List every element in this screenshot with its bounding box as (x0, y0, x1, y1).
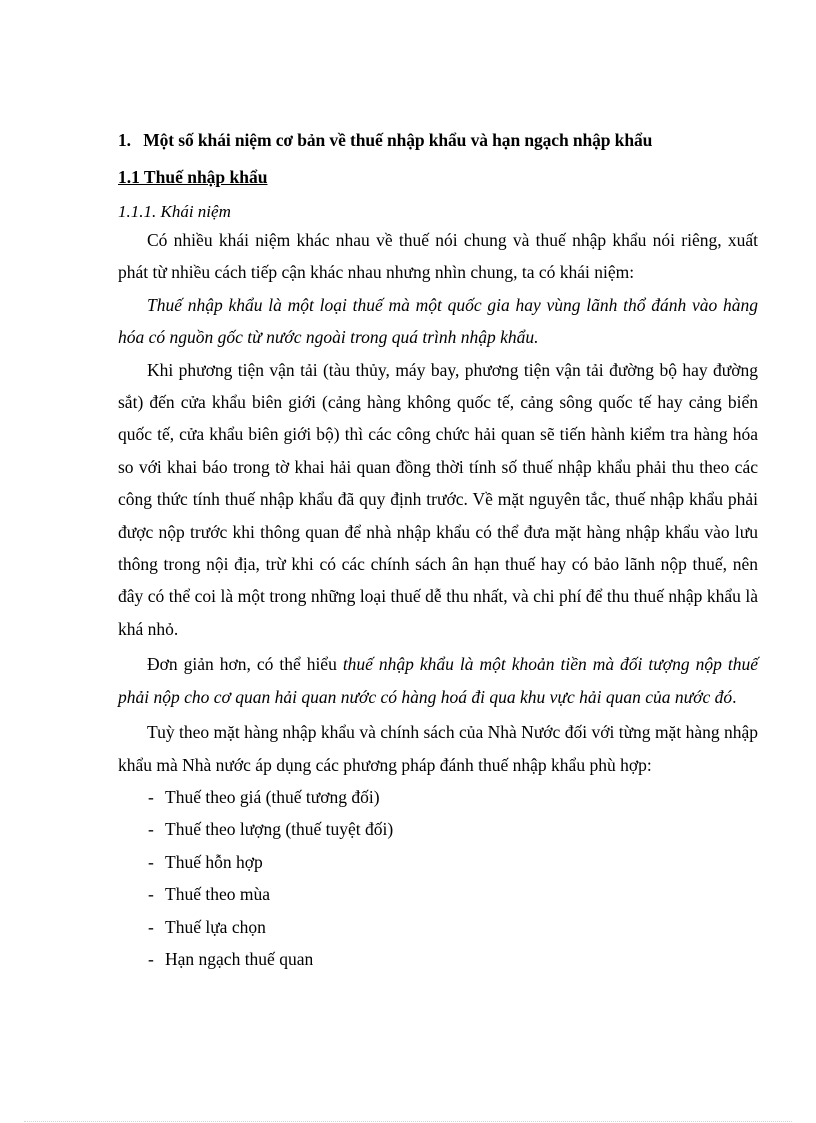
paragraph-lead-text: Đơn giản hơn, có thể hiểu (147, 654, 343, 675)
dash-bullet: - (148, 819, 154, 840)
list-item-text: Thuế hỗn hợp (165, 851, 263, 872)
dash-bullet: - (148, 851, 154, 872)
list-item (148, 878, 758, 910)
page-content (118, 130, 758, 975)
section-number: 1. (118, 130, 131, 150)
dash-bullet: - (148, 916, 154, 937)
section-title: Một số khái niệm cơ bản về thuế nhập khẩu và hạn ngạch nhập khẩu (143, 130, 653, 150)
subsection-heading: 1.1 Thuế nhập khẩu (118, 167, 268, 187)
dash-bullet: - (148, 948, 154, 969)
list-item (148, 781, 758, 813)
paragraph-methods: Tuỳ theo mặt hàng nhập khẩu và chính sách của Nhà Nước đối với từng mặt hàng nhập khẩu mà Nhà nước áp dụng các phương pháp đánh thuế nhập khẩu phù hợp: (118, 722, 758, 775)
list-item (148, 911, 758, 943)
paragraph-procedure: Khi phương tiện vận tải (tàu thủy, máy bay, phương tiện vận tải đường bộ hay đường sắt) đến cửa khẩu biên giới (cảng hàng không quốc tế, cảng sông quốc tế hay cảng biển quốc tế, cửa khẩu biên giới bộ) thì các công chức hải quan sẽ tiến hành kiểm tra hàng hóa so với khai báo trong tờ khai hải quan đồng thời tính số thuế nhập khẩu phải thu theo các công thức tính thuế nhập khẩu đã quy định trước. Về mặt nguyên tắc, thuế nhập khẩu phải được nộp trước khi thông quan để nhà nhập khẩu có thể đưa mặt hàng nhập khẩu vào lưu thông trong nội địa, trừ khi có các chính sách ân hạn thuế hay có bảo lãnh nộp thuế, nên đây có thể coi là một trong những loại thuế dễ thu nhất, và chi phí để thu thuế nhập khẩu là khá nhỏ. (118, 359, 758, 639)
section-heading-1 (118, 130, 758, 151)
list-item-text: Thuế theo lượng (thuế tuyệt đối) (165, 819, 394, 840)
list-item-text: Thuế theo giá (thuế tương đối) (165, 786, 380, 807)
list-item-text: Hạn ngạch thuế quan (165, 948, 314, 969)
dash-bullet: - (148, 884, 154, 905)
list-item-text: Thuế theo mùa (165, 884, 270, 905)
page-bottom-divider (24, 1121, 792, 1122)
paragraph-intro: Có nhiều khái niệm khác nhau về thuế nói chung và thuế nhập khẩu nói riêng, xuất phát từ nhiều cách tiếp cận khác nhau nhưng nhìn chung, ta có khái niệm: (118, 230, 758, 283)
paragraph-end-period: . (732, 686, 737, 707)
list-item (148, 813, 758, 845)
tax-method-list (118, 781, 758, 975)
list-item (148, 943, 758, 975)
list-item (148, 846, 758, 878)
subsubsection-heading: 1.1.1. Khái niệm (118, 202, 231, 221)
dash-bullet: - (148, 786, 154, 807)
paragraph-simple-definition (118, 648, 758, 713)
paragraph-definition: Thuế nhập khẩu là một loại thuế mà một quốc gia hay vùng lãnh thổ đánh vào hàng hóa có nguồn gốc từ nước ngoài trong quá trình nhập khẩu. (118, 294, 758, 348)
paragraph-italic-definition: thuế nhập khẩu là một khoản tiền mà đối tượng nộp thuế phải nộp cho cơ quan hải quan nước có hàng hoá đi qua khu vực hải quan của nước đó (118, 654, 758, 707)
list-item-text: Thuế lựa chọn (165, 916, 266, 937)
